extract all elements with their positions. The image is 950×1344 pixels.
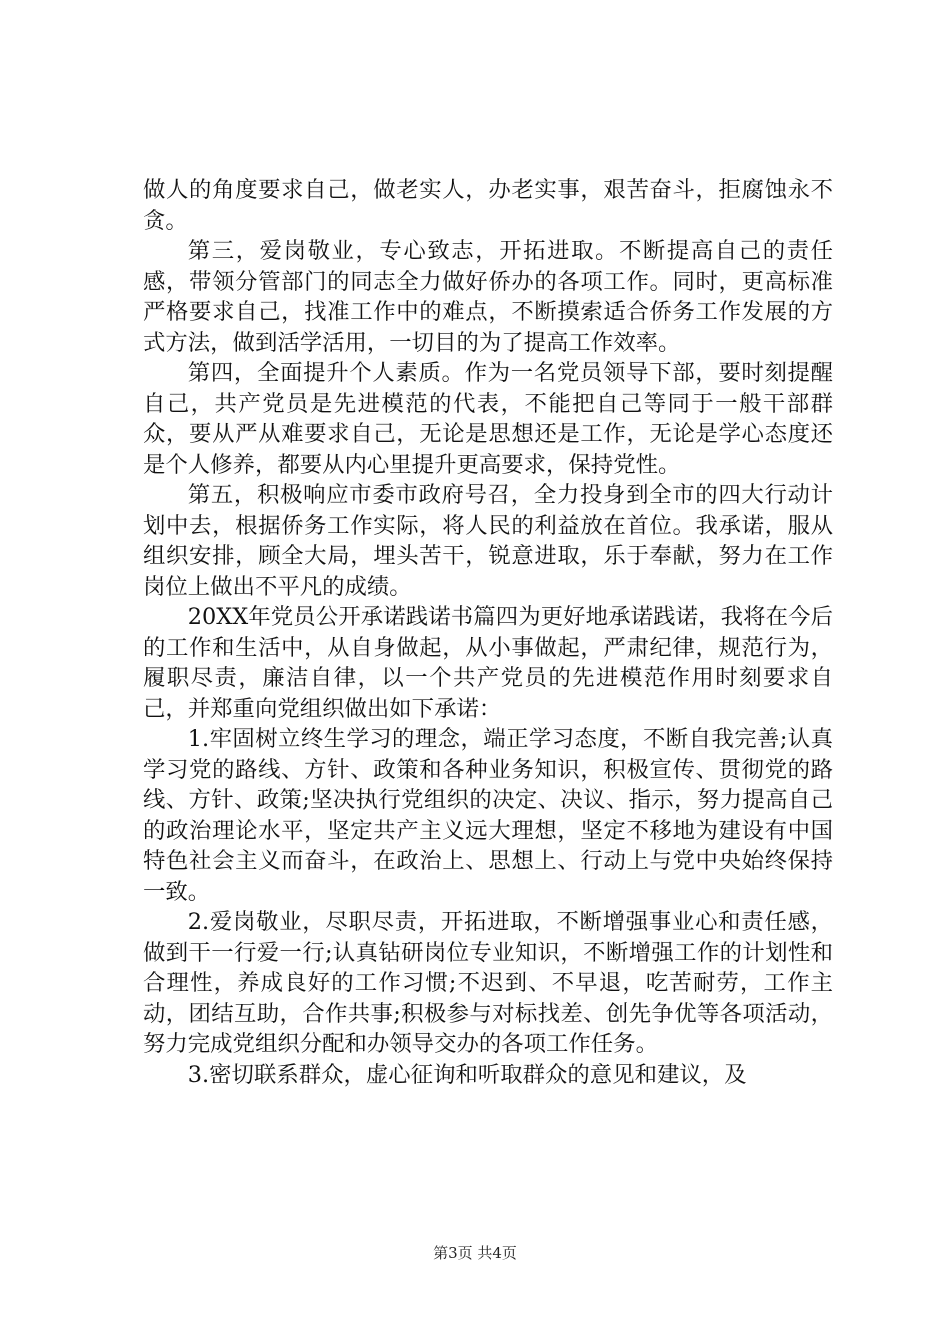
paragraph-5: 20XX年党员公开承诺践诺书篇四为更好地承诺践诺，我将在今后的工作和生活中，从自身做起，从小事做起，严肃纪律，规范行为，履职尽责，廉洁自律，以一个共产党员的先进模范作用时刻要求自己，并郑重向党组织做出如下承诺：: [143, 604, 833, 722]
paragraph-7: 2.爱岗敬业，尽职尽责，开拓进取，不断增强事业心和责任感，做到干一行爱一行;认真钻研岗位专业知识，不断增强工作的计划性和合理性，养成良好的工作习惯;不迟到、不早退，吃苦耐劳，工作主动，团结互助，合作共事;积极参与对标找差、创先争优等各项活动，努力完成党组织分配和办领导交办的各项工作任务。: [143, 909, 833, 1057]
paragraph-3: 第四，全面提升个人素质。作为一名党员领导下部，要时刻提醒自己，共产党员是先进模范的代表，不能把自己等同于一般干部群众，要从严从难要求自己，无论是思想还是工作，无论是学心态度还是个人修养，都要从内心里提升更高要求，保持党性。: [143, 360, 833, 478]
paragraph-2: 第三，爱岗敬业，专心致志，开拓进取。不断提高自己的责任感，带领分管部门的同志全力做好侨办的各项工作。同时，更高标准严格要求自己，找准工作中的难点，不断摸索适合侨务工作发展的方式方法，做到活学活用，一切目的为了提高工作效率。: [143, 238, 833, 356]
document-body: [143, 175, 833, 1090]
paragraph-1: 做人的角度要求自己，做老实人，办老实事，艰苦奋斗，拒腐蚀永不贪。: [143, 177, 833, 234]
paragraph-4: 第五，积极响应市委市政府号召，全力投身到全市的四大行动计划中去，根据侨务工作实际，将人民的利益放在首位。我承诺，服从组织安排，顾全大局，埋头苦干，锐意进取，乐于奉献，努力在工作岗位上做出不平凡的成绩。: [143, 482, 833, 600]
page-footer: 第3页 共4页: [433, 1244, 517, 1262]
paragraph-8: 3.密切联系群众，虚心征询和听取群众的意见和建议，及: [187, 1061, 747, 1088]
paragraph-6: 1.牢固树立终生学习的理念，端正学习态度，不断自我完善;认真学习党的路线、方针、政策和各种业务知识，积极宣传、贯彻党的路线、方针、政策;坚决执行党组织的决定、决议、指示，努力提高自己的政治理论水平，坚定共产主义远大理想，坚定不移地为建设有中国特色社会主义而奋斗，在政治上、思想上、行动上与党中央始终保持一致。: [143, 726, 833, 905]
